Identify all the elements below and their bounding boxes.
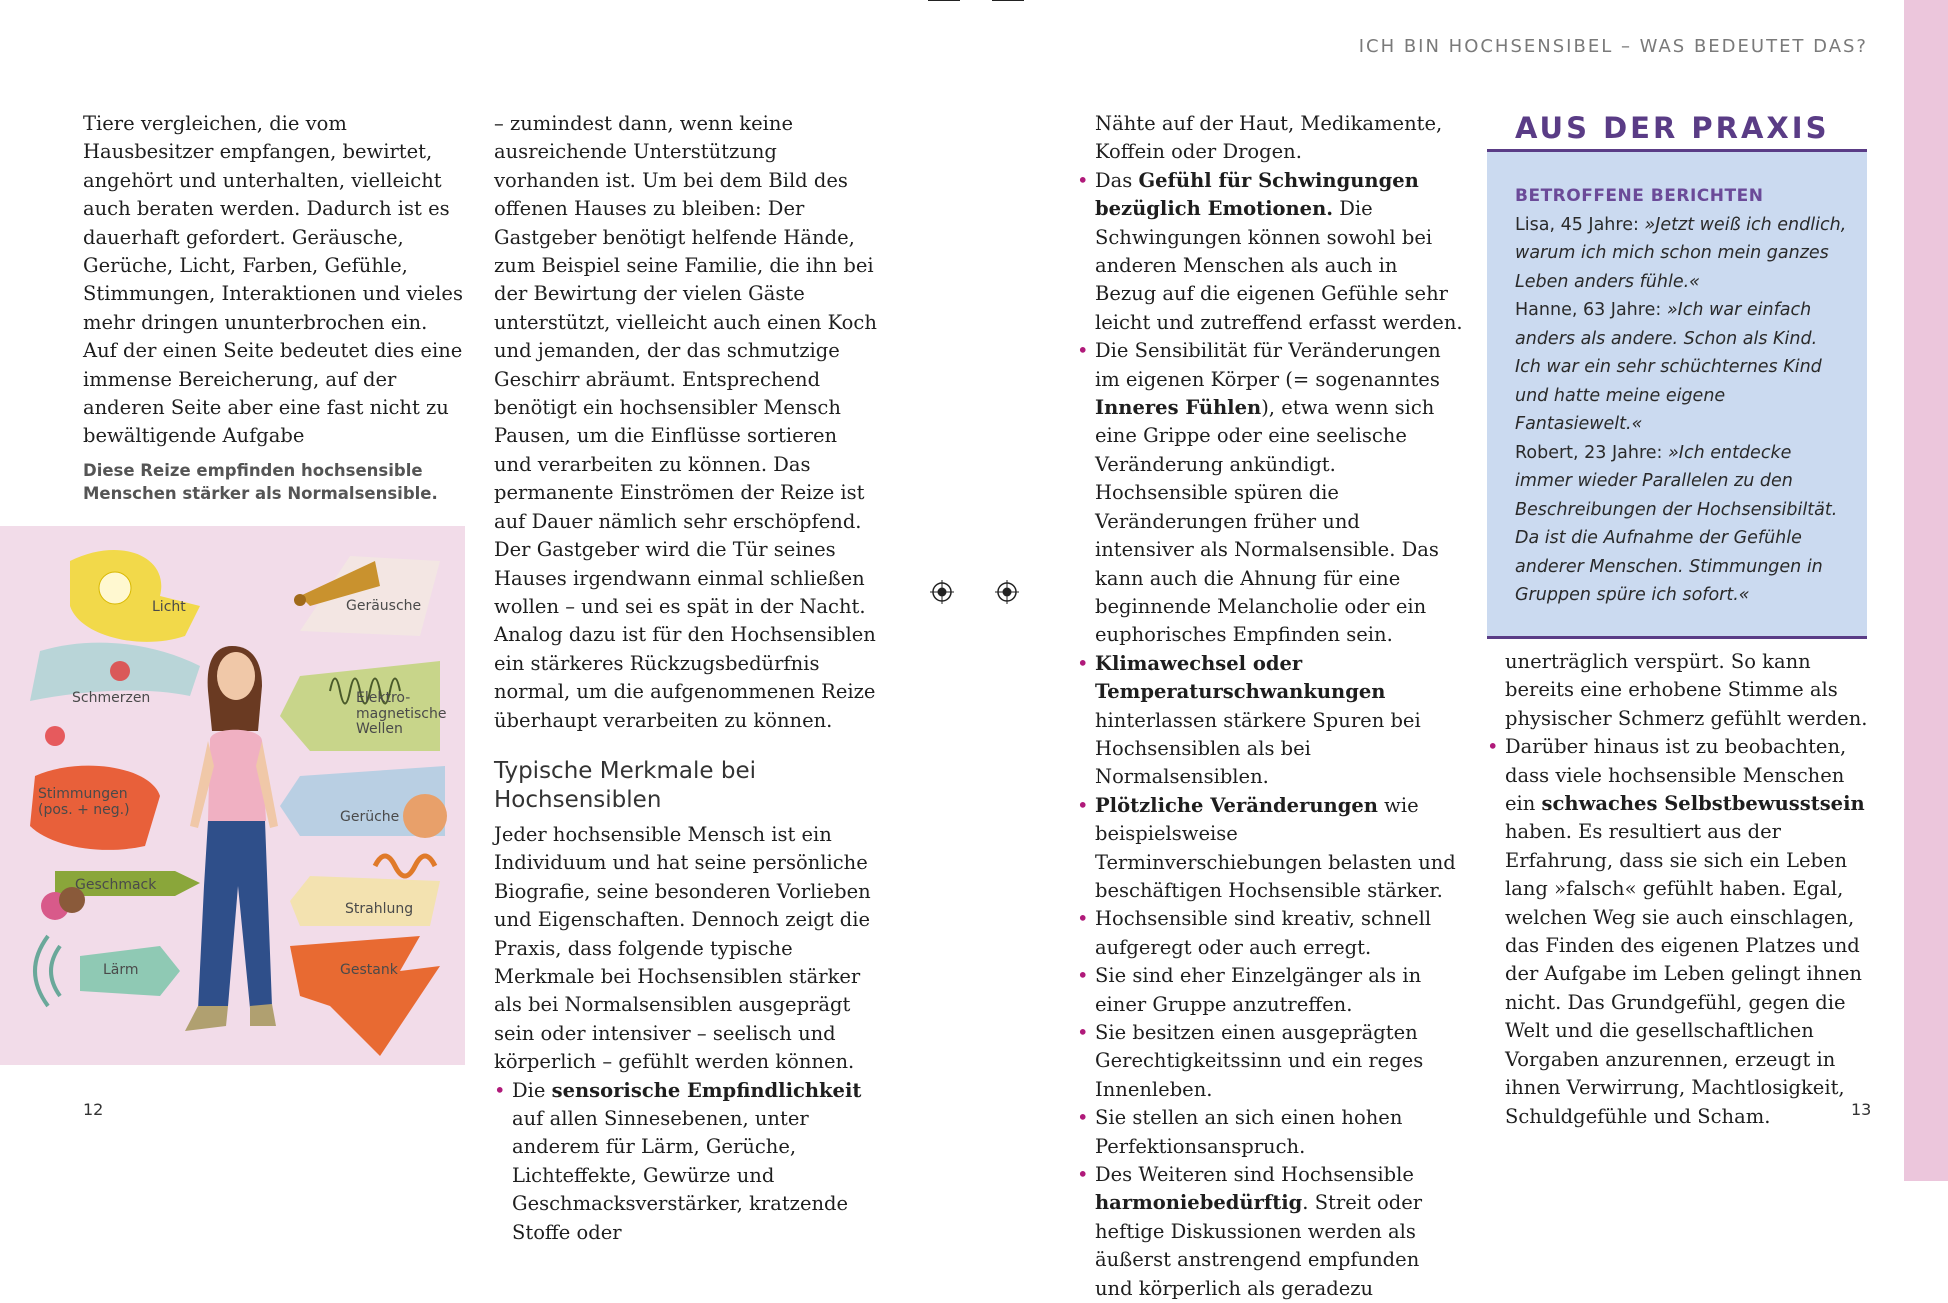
pain-spot-icon xyxy=(45,726,65,746)
body-paragraph: Nähte auf der Haut, Medikamente, Koffein oder Drogen. xyxy=(1095,112,1443,164)
label-licht: Licht xyxy=(152,599,186,615)
list-item: • Hochsensible sind kreativ, schnell aufgeregt oder auch erregt. xyxy=(1077,905,1463,962)
testimonial: Robert, 23 Jahre: »Ich entdecke immer wieder Parallelen zu den Beschreibungen der Hochsensibiltät. Da ist die Aufnahme der Gefühle anderer Menschen. Stimmungen in Gruppen spüre ich sofort.« xyxy=(1515,442,1838,605)
lightbulb-icon xyxy=(99,572,131,604)
sound-wave-icon xyxy=(35,936,60,1006)
label-stimmungen: (pos. + neg.) xyxy=(38,802,130,818)
stimuli-illustration xyxy=(0,526,465,1065)
radiation-wave-icon xyxy=(375,856,435,876)
praxis-box-title: AUS DER PRAXIS xyxy=(1515,111,1830,145)
figure-caption: Diese Reize empfinden hochsensible Menschen stärker als Normalsensible. xyxy=(83,461,438,503)
woman-figure-icon xyxy=(185,646,278,1031)
testimonial: Hanne, 63 Jahre: »Ich war einfach anders als andere. Schon als Kind. Ich war ein sehr schüchternes Kind und hatte meine eigene Fantasiewelt.« xyxy=(1515,300,1822,434)
label-elektro: magnetische xyxy=(356,706,447,722)
body-paragraph: unerträglich verspürt. So kann bereits eine erhobene Stimme als physischer Schmerz gefühlt werden. xyxy=(1505,650,1868,730)
perfume-icon xyxy=(403,794,447,838)
list-item: • Die Sensibilität für Veränderungen im eigenen Körper (= sogenanntes Inneres Fühlen), etwa wenn sich eine Grippe oder eine seelische Veränderung ankündigt. Hochsensible spüren die Veränderungen früher und intensiver als Normalsensible. Das kann auch die Ahnung für eine beginnende Melancholie oder ein euphorisches Empfinden sein. xyxy=(1077,337,1463,649)
feature-list xyxy=(494,1077,878,1247)
praxis-box-subtitle: BETROFFENE BERICHTEN xyxy=(1515,186,1764,206)
registration-mark-icon xyxy=(995,580,1019,604)
crop-mark xyxy=(992,0,1024,1)
list-item: • Klimawechsel oder Temperaturschwankungen hinterlassen stärkere Spuren bei Hochsensiblen als bei Normalsensiblen. xyxy=(1077,650,1463,792)
list-item: • Darüber hinaus ist zu beobachten, dass viele hochsensible Menschen ein schwaches Selbstbewusstsein haben. Es resultiert aus der Erfahrung, dass sie sich ein Leben lang »falsch« gefühlt haben. Egal, welchen Weg sie auch einschlagen, das Finden des eigenen Platzes und der Aufgabe im Leben gelingt ihnen nicht. Das Grundgefühl, gegen die Welt und die gesellschaftlichen Vorgaben anzurennen, erzeugt in ihnen Verwirrung, Machtlosigkeit, Schuldgefühle und Scham. xyxy=(1487,733,1871,1131)
body-paragraph: – zumindest dann, wenn keine ausreichende Unterstützung vorhanden ist. Um bei dem Bild des offenen Hauses zu bleiben: Der Gastgeber benötigt helfende Hände, zum Beispiel seine Familie, die ihn bei der Bewirtung der vielen Gäste unterstützt, vielleicht auch einen Koch und jemanden, der das schmutzige Geschirr abräumt. Entsprechend benötigt ein hochsensibler Mensch Pausen, um die Einflüsse sortieren und verarbeiten zu können. Das permanente Einströmen der Reize ist auf Dauer nämlich sehr erschöpfend. Der Gastgeber wird die Tür seines Hauses irgendwann einmal schließen wollen – und sei es spät in der Nacht. Analog dazu ist für den Hochsensiblen ein stärkeres Rückzugsbedürfnis normal, um die aufgenommenen Reize überhaupt verarbeiten zu können. xyxy=(494,112,877,732)
crop-mark xyxy=(928,0,960,1)
label-elektro: Wellen xyxy=(356,721,403,737)
list-item: • Sie sind eher Einzelgänger als in einer Gruppe anzutreffen. xyxy=(1077,962,1463,1019)
licht-arrow-icon xyxy=(70,550,200,642)
label-schmerzen: Schmerzen xyxy=(72,690,151,706)
page-number-left: 12 xyxy=(83,1100,104,1119)
page-edge-strip xyxy=(1904,0,1948,1181)
praxis-box xyxy=(1487,107,1867,639)
testimonial: Lisa, 45 Jahre: »Jetzt weiß ich endlich, warum ich mich schon mein ganzes Leben anders fühle.« xyxy=(1515,214,1847,292)
label-laerm: Lärm xyxy=(103,962,139,978)
body-paragraph: Tiere vergleichen, die vom Hausbesitzer empfangen, bewirtet, angehört und unterhalten, vielleicht auch beraten werden. Dadurch ist es dauerhaft gefordert. Geräusche, Gerüche, Licht, Farben, Gefühle, Stimmungen, Interaktionen und vieles mehr dringen ununterbrochen ein. xyxy=(83,112,463,334)
list-item: • Das Gefühl für Schwingungen bezüglich Emotionen. Die Schwingungen können sowohl bei anderen Menschen als auch in Bezug auf die eigenen Gefühle sehr leicht und zutreffend erfasst werden. xyxy=(1077,167,1463,337)
page-number-right: 13 xyxy=(1851,1100,1872,1119)
running-head: ICH BIN HOCHSENSIBEL – WAS BEDEUTET DAS? xyxy=(1358,36,1868,57)
pain-spot-icon xyxy=(110,661,130,681)
section-heading: Typische Merkmale bei Hochsensiblen xyxy=(494,757,756,813)
registration-mark-icon xyxy=(930,580,954,604)
praxis-box-body xyxy=(1487,149,1867,639)
list-item: • Die sensorische Empfindlichkeit auf allen Sinnesebenen, unter anderem für Lärm, Gerüche, Lichteffekte, Gewürze und Geschmacksverstärker, kratzende Stoffe oder xyxy=(494,1077,878,1247)
list-item: • Plötzliche Veränderungen wie beispielsweise Terminverschiebungen belasten und beschäftigen Hochsensible stärker. xyxy=(1077,792,1463,906)
label-elektro: Elektro- xyxy=(356,690,411,706)
label-strahlung: Strahlung xyxy=(345,901,414,917)
feature-list xyxy=(1077,167,1463,1303)
list-item: • Sie besitzen einen ausgeprägten Gerechtigkeitssinn und ein reges Innenleben. xyxy=(1077,1019,1463,1104)
feature-list xyxy=(1487,733,1871,1131)
list-item: • Sie stellen an sich einen hohen Perfektionsanspruch. xyxy=(1077,1104,1463,1161)
column-1 xyxy=(83,110,467,451)
list-item: • Des Weiteren sind Hochsensible harmoniebedürftig. Streit oder heftige Diskussionen werden als äußerst anstrengend empfunden und körperlich als geradezu xyxy=(1077,1161,1463,1303)
label-geraeusche: Geräusche xyxy=(346,598,422,614)
column-2 xyxy=(494,110,878,1247)
column-4 xyxy=(1487,648,1871,1131)
label-stimmungen: Stimmungen xyxy=(38,786,128,802)
body-paragraph: Auf der einen Seite bedeutet dies eine immense Bereicherung, auf der anderen Seite aber eine fast nicht zu bewältigende Aufgabe xyxy=(83,339,463,448)
column-3 xyxy=(1077,110,1463,1303)
label-gestank: Gestank xyxy=(340,962,398,978)
label-geschmack: Geschmack xyxy=(75,877,157,893)
label-gerueche: Gerüche xyxy=(340,809,400,825)
body-paragraph: Jeder hochsensible Mensch ist ein Individuum und hat seine persönliche Biografie, seine besonderen Vorlieben und Eigenschaften. Dennoch zeigt die Praxis, dass folgende typische Merkmale bei Hochsensiblen stärker als bei Normalsensiblen ausgeprägt sein oder intensiver – seelisch und körperlich – gefühlt werden können. xyxy=(494,822,871,1074)
